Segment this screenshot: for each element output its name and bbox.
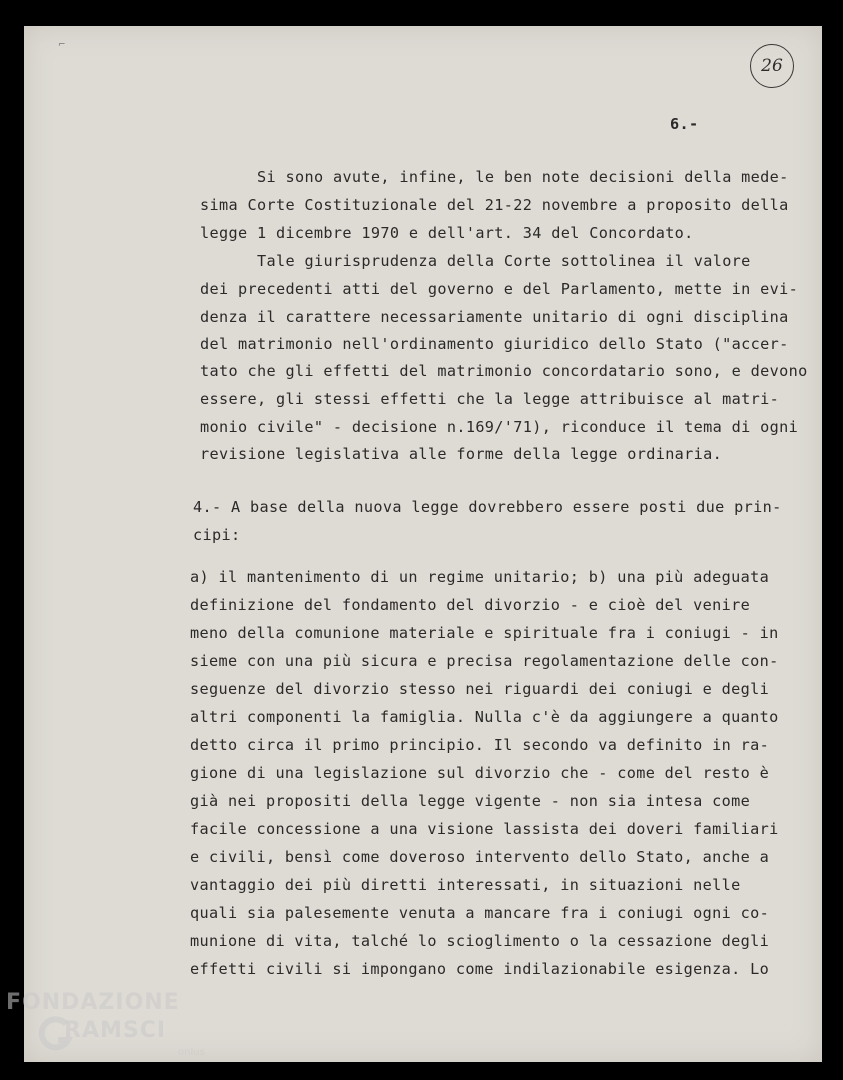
- text-line: revisione legislativa alle forme della legge ordinaria.: [200, 445, 723, 463]
- text-line: già nei propositi della legge vigente - non sia intesa come: [190, 792, 751, 810]
- text-line: gione di una legislazione sul divorzio che - come del resto è: [190, 764, 770, 782]
- watermark-suffix: onlus: [178, 1047, 205, 1058]
- text-line: sieme con una più sicura e precisa regolamentazione delle con-: [190, 652, 779, 670]
- text-line: munione di vita, talché lo scioglimento o la cessazione degli: [190, 932, 770, 950]
- text-line: a) il mantenimento di un regime unitario; b) una più adeguata: [190, 568, 770, 586]
- text-line: tato che gli effetti del matrimonio concordatario sono, e devono: [200, 362, 808, 380]
- fondazione-gramsci-watermark: [6, 990, 216, 1070]
- archive-page-stamp: 26: [750, 44, 794, 88]
- text-line: cipi:: [193, 526, 241, 544]
- text-line: vantaggio dei più diretti interessati, in situazioni nelle: [190, 876, 741, 894]
- text-line: facile concessione a una visione lassista dei doveri familiari: [190, 820, 779, 838]
- section-heading-line: 4.- A base della nuova legge dovrebbero essere posti due prin-: [193, 498, 782, 516]
- text-line: essere, gli stessi effetti che la legge attribuisce al matri-: [200, 390, 780, 408]
- text-line: denza il carattere necessariamente unitario di ogni disciplina: [200, 308, 789, 326]
- page-number: 6.-: [670, 115, 699, 133]
- text-line: definizione del fondamento del divorzio - e cioè del venire: [190, 596, 751, 614]
- text-line: legge 1 dicembre 1970 e dell'art. 34 del Concordato.: [200, 224, 694, 242]
- corner-mark: ⌐: [58, 40, 66, 50]
- text-line: effetti civili si impongano come indilazionabile esigenza. Lo: [190, 960, 770, 978]
- text-line: seguenze del divorzio stesso nei riguardi dei coniugi e degli: [190, 680, 770, 698]
- text-line: e civili, bensì come doveroso intervento dello Stato, anche a: [190, 848, 770, 866]
- text-line: altri componenti la famiglia. Nulla c'è da aggiungere a quanto: [190, 708, 779, 726]
- text-line: Tale giurisprudenza della Corte sottolinea il valore: [257, 252, 751, 270]
- watermark-line-2: RAMSCI: [64, 1018, 167, 1043]
- text-line: dei precedenti atti del governo e del Parlamento, mette in evi-: [200, 280, 799, 298]
- watermark-line-1: FONDAZIONE: [6, 990, 180, 1015]
- text-line: meno della comunione materiale e spirituale fra i coniugi - in: [190, 624, 779, 642]
- text-line: Si sono avute, infine, le ben note decisioni della mede-: [257, 168, 789, 186]
- text-line: detto circa il primo principio. Il secondo va definito in ra-: [190, 736, 770, 754]
- text-line: del matrimonio nell'ordinamento giuridico dello Stato ("accer-: [200, 335, 789, 353]
- text-line: monio civile" - decisione n.169/'71), riconduce il tema di ogni: [200, 418, 799, 436]
- text-line: quali sia palesemente venuta a mancare fra i coniugi ogni co-: [190, 904, 770, 922]
- text-line: sima Corte Costituzionale del 21-22 novembre a proposito della: [200, 196, 789, 214]
